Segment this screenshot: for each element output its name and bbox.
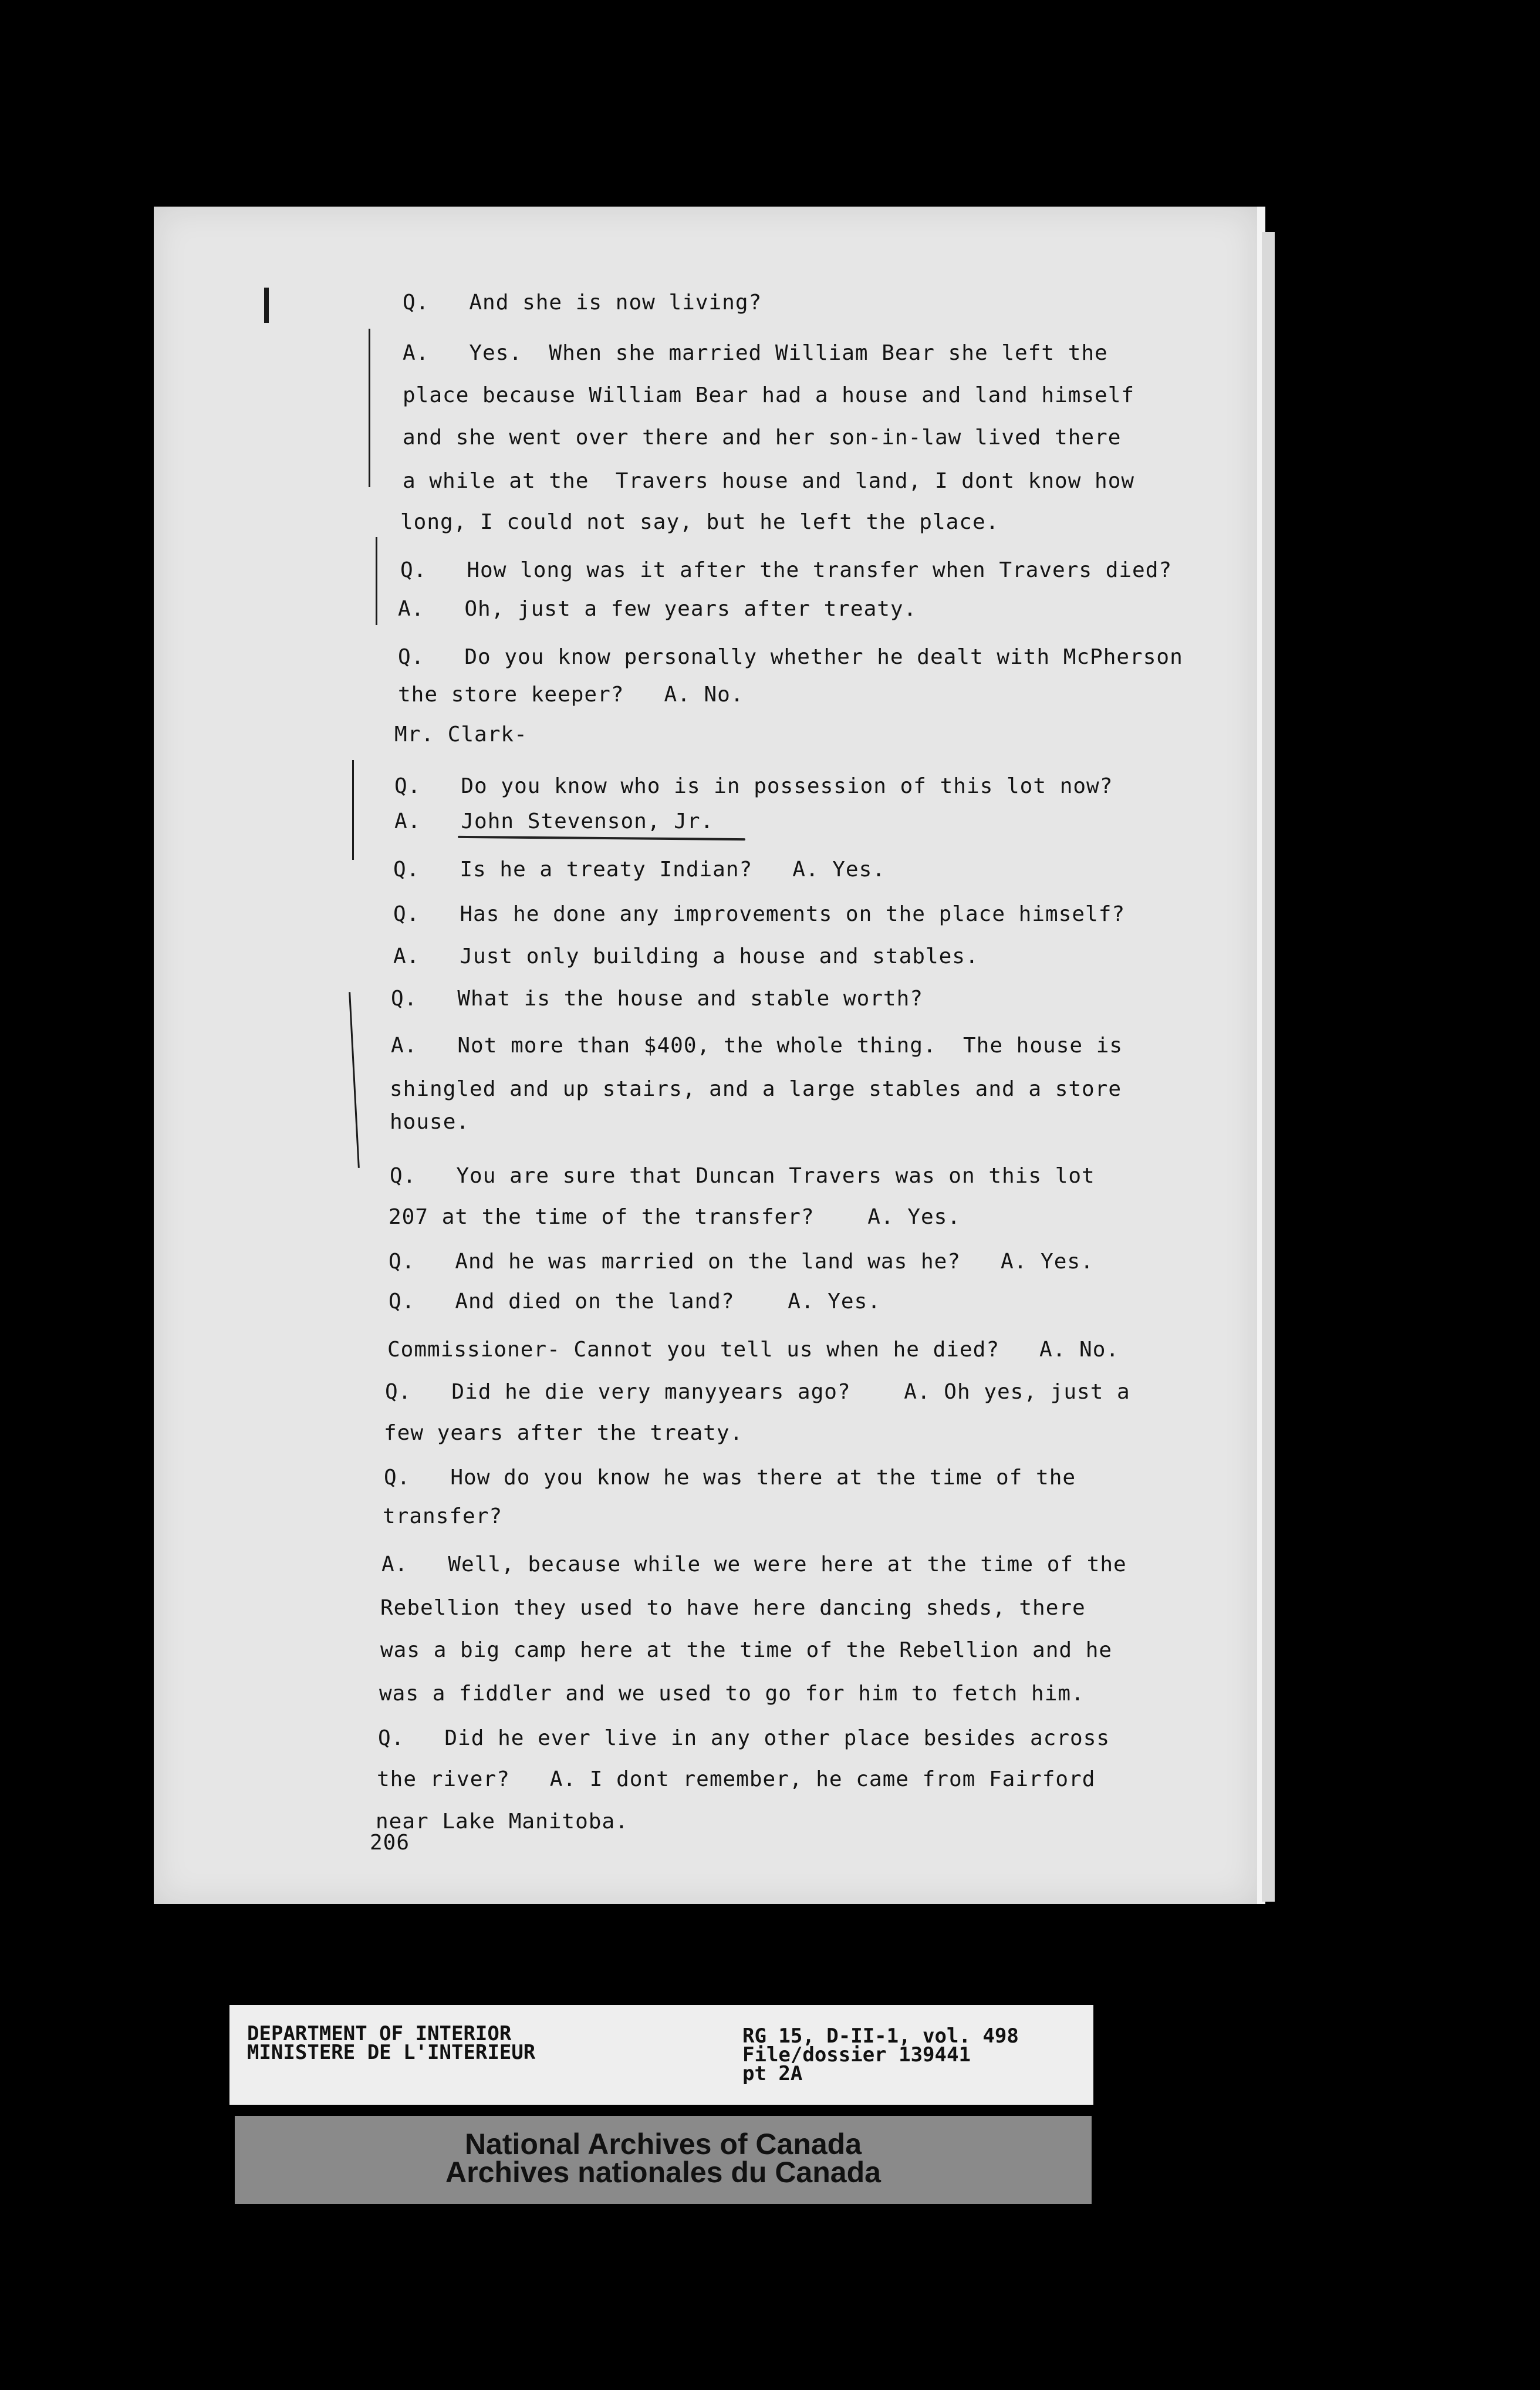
page-edge [1262, 232, 1275, 1902]
transcript-line: few years after the treaty. [384, 1421, 744, 1445]
department-name-en: DEPARTMENT OF INTERIOR [247, 2022, 512, 2045]
transcript-line: Q. And she is now living? [403, 291, 762, 315]
transcript-line: house. [390, 1110, 470, 1134]
margin-mark [352, 760, 354, 860]
transcript-line: Q. How do you know he was there at the time of the [384, 1466, 1076, 1490]
archives-name-en: National Archives of Canada [464, 2128, 862, 2161]
transcript-line: was a fiddler and we used to go for him to fetch him. [379, 1682, 1085, 1706]
transcript-line: Q. Did he die very manyyears ago? A. Oh yes, just a [385, 1380, 1130, 1404]
transcript-line: near Lake Manitoba. [376, 1810, 629, 1834]
page-number: 206 [370, 1831, 410, 1855]
department-name-fr: MINISTERE DE L'INTERIEUR [247, 2041, 536, 2064]
transcript-line: Q. Did he ever live in any other place besides across [378, 1726, 1110, 1750]
archives-name-fr: Archives nationales du Canada [445, 2156, 881, 2189]
transcript-line: Rebellion they used to have here dancing sheds, there [380, 1596, 1086, 1620]
transcript-line: the river? A. I dont remember, he came from Fairford [377, 1767, 1096, 1791]
transcript-line: Q. What is the house and stable worth? [391, 987, 923, 1011]
record-group-reference: RG 15, D-II-1, vol. 498 [742, 2024, 1019, 2048]
margin-mark [264, 288, 269, 323]
transcript-line: Q. Has he done any improvements on the place himself? [393, 902, 1126, 926]
transcript-line: Commissioner- Cannot you tell us when he died? A. No. [387, 1338, 1120, 1362]
transcript-line: Q. And died on the land? A. Yes. [389, 1289, 881, 1314]
transcript-line: Q. Is he a treaty Indian? A. Yes. [393, 858, 886, 882]
transcript-line: Q. Do you know who is in possession of this lot now? [394, 774, 1113, 798]
file-number: File/dossier 139441 [742, 2043, 971, 2067]
transcript-line: A. Just only building a house and stables. [393, 944, 979, 968]
margin-mark [376, 537, 377, 625]
transcript-line: 207 at the time of the transfer? A. Yes. [389, 1205, 961, 1229]
transcript-line: A. Well, because while we were here at the time of the [381, 1552, 1127, 1577]
transcript-line: A. Not more than $400, the whole thing. The house is [391, 1034, 1123, 1058]
transcript-line: Mr. Clark- [394, 723, 528, 747]
margin-mark [369, 329, 370, 487]
transcript-line: shingled and up stairs, and a large stables and a store [390, 1077, 1122, 1101]
transcript-line: long, I could not say, but he left the place. [400, 510, 999, 534]
transcript-line: A. Yes. When she married William Bear she left the [403, 341, 1108, 365]
transcript-line: place because William Bear had a house and land himself [403, 383, 1135, 407]
transcript-line: Q. How long was it after the transfer when Travers died? [400, 558, 1173, 582]
transcript-line: the store keeper? A. No. [398, 683, 744, 707]
transcript-line: was a big camp here at the time of the Rebellion and he [380, 1638, 1113, 1662]
transcript-line: Q. Do you know personally whether he dealt with McPherson [398, 645, 1183, 669]
transcript-line: and she went over there and her son-in-law lived there [403, 426, 1122, 450]
transcript-line: Q. And he was married on the land was he? A. Yes. [389, 1250, 1094, 1274]
transcript-line: A. Oh, just a few years after treaty. [398, 597, 917, 621]
part-number: pt 2A [742, 2062, 803, 2085]
transcript-line: A. John Stevenson, Jr. [394, 809, 714, 833]
transcript-line: transfer? [383, 1504, 503, 1528]
transcript-line: Q. You are sure that Duncan Travers was on this lot [390, 1164, 1095, 1188]
transcript-line: a while at the Travers house and land, I dont know how [403, 469, 1135, 493]
